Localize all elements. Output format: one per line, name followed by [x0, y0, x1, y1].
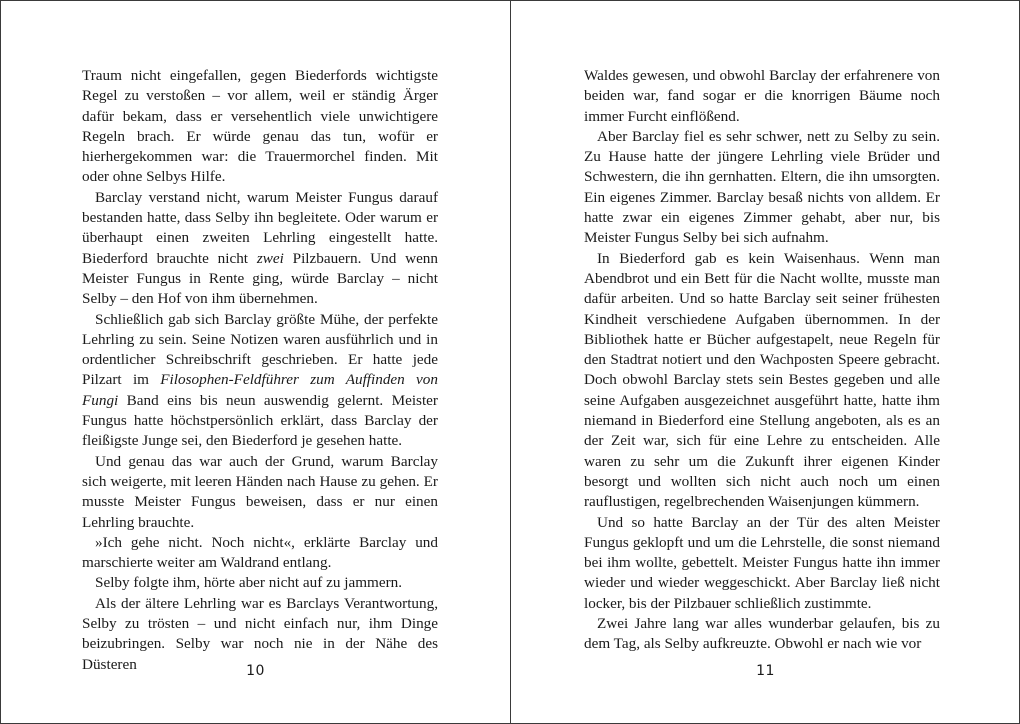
paragraph: Traum nicht eingefallen, gegen Biederfords wichtigste Regel zu verstoßen – vor allem, weil er ständig Ärger dafür bekam, dass er versehentlich viele unwichtigere Regeln brach. Er würde genau das tun, wofür er hierhergekommen war: die Trauermorchel finden. Mit oder ohne Selbys Hilfe. [82, 67, 438, 186]
paragraph: Als der ältere Lehrling war es Barclays Verantwortung, Selby zu trösten – und nicht einfach nur, ihm Dinge beizubringen. Selby war noch nie in der Nähe des Düsteren [82, 594, 438, 673]
paragraph: Schließlich gab sich Barclay größte Mühe, der perfekte Lehrling zu sein. Seine Notizen waren ausführlich und in ordentlicher Schreibschrift geschrieben. Er hatte jede Pilzart im Filosophen-Feldführer zum Auffinden von Fungi Band eins bis neun auswendig gelernt. Meister Fungus hatte höchstpersönlich erklärt, dass Barclay der fleißigste Junge sei, den Biederford je gesehen hatte. [82, 310, 438, 450]
right-page-text [584, 66, 940, 655]
right-page [511, 1, 1020, 723]
left-page-text [82, 66, 438, 675]
left-page [1, 1, 510, 723]
paragraph: Und so hatte Barclay an der Tür des alten Meister Fungus geklopft und um die Lehrstelle, die sonst niemand bei ihm wollte, gebettelt. Meister Fungus hatte ihn immer wieder und wieder weggeschickt. Aber Barclay ließ nicht locker, bis der Pilzbauer schließlich zustimmte. [584, 513, 940, 612]
page-number-left: 10 [246, 663, 265, 679]
paragraph: Waldes gewesen, und obwohl Barclay der erfahrenere von beiden war, fand sogar er die knorrigen Bäume noch immer Furcht einflößend. [584, 67, 940, 125]
emphasis: Filosophen-Feldführer zum Auffinden von Fungi [82, 371, 438, 409]
paragraph: Aber Barclay fiel es sehr schwer, nett zu Selby zu sein. Zu Hause hatte der jüngere Lehrling viele Brüder und Schwestern, die ihn gernhatten. Eltern, die ihn umsorgten. Ein eigenes Zimmer. Barclay besaß nichts von alldem. Er hatte zwar ein eigenes Zimmer gehabt, aber nur, bis Meister Fungus Selby bei sich aufnahm. [584, 127, 940, 247]
paragraph: Und genau das war auch der Grund, warum Barclay sich weigerte, mit leeren Händen nach Hause zu gehen. Er musste Meister Fungus beweisen, dass er nur einen Lehrling brauchte. [82, 452, 438, 531]
page-number-right: 11 [756, 663, 775, 679]
paragraph: »Ich gehe nicht. Noch nicht«, erklärte Barclay und marschierte weiter am Waldrand entlang. [82, 533, 438, 572]
paragraph: In Biederford gab es kein Waisenhaus. Wenn man Abendbrot und ein Bett für die Nacht wollte, musste man dafür arbeiten. Und so hatte Barclay seit seiner frühesten Kindheit verschiedene Aufgaben übernommen. In der Bibliothek hatte er Bücher aufgestapelt, neue Regeln für den Stadtrat notiert und den Wachposten Speere gebracht. Doch obwohl Barclay stets sein Bestes gegeben und alle seine Aufgaben ausgezeichnet ausgeführt hatte, hatte ihm niemand in Biederford eine Stellung angeboten, als es an der Zeit war, sich für eine Lehre zu entscheiden. Alle waren zu sehr um die Zukunft ihrer eigenen Kinder besorgt und wollten sich nicht auch noch um einen rauflustigen, regelbrechenden Waisenjungen kümmern. [584, 249, 940, 511]
paragraph: Selby folgte ihm, hörte aber nicht auf zu jammern. [95, 574, 403, 592]
emphasis: zwei [256, 249, 284, 267]
paragraph: Zwei Jahre lang war alles wunderbar gelaufen, bis zu dem Tag, als Selby aufkreuzte. Obwohl er nach wie vor [584, 615, 940, 653]
paragraph: Barclay verstand nicht, warum Meister Fungus darauf bestanden hatte, dass Selby ihn begleitete. Oder warum er überhaupt einen zweiten Lehrling eingestellt hatte. Biederford brauchte nicht zwei Pilzbauern. Und wenn Meister Fungus in Rente ging, würde Barclay – nicht Selby – den Hof von ihm übernehmen. [82, 188, 438, 308]
